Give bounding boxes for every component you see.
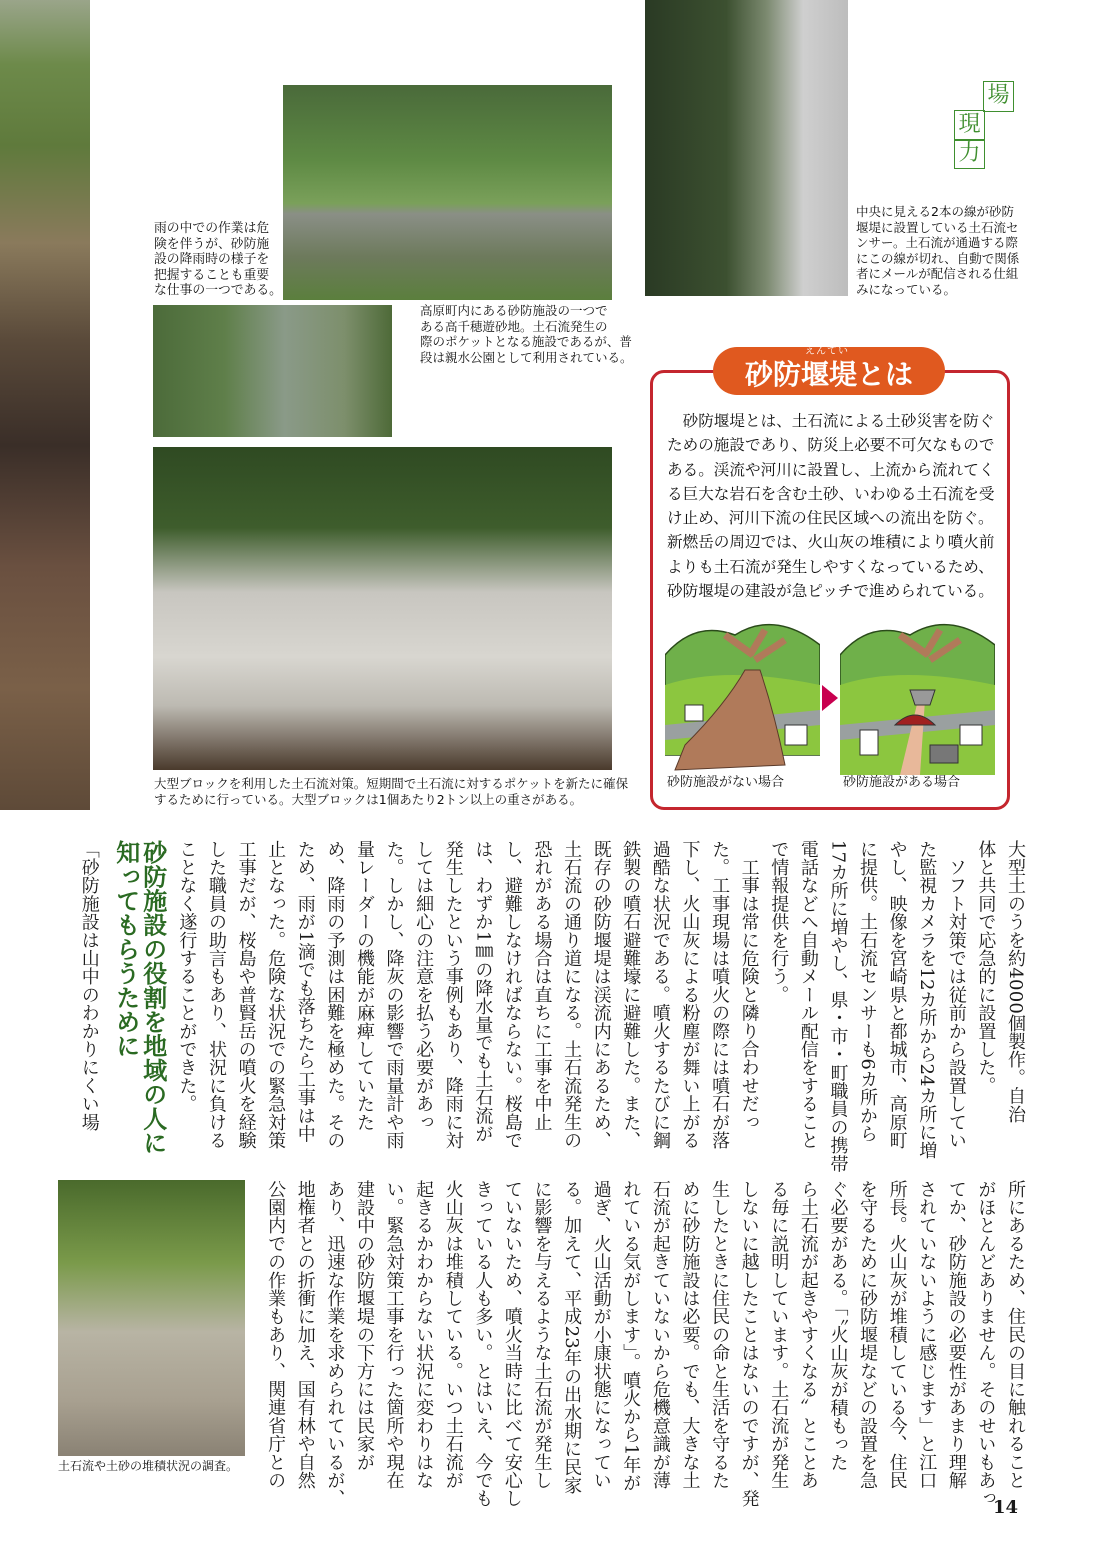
text-column: ことなく遂行することができた。 bbox=[176, 840, 198, 1113]
text-column: きっている人も多い。とはいえ、今でも bbox=[472, 1180, 494, 1508]
text-column: 火山灰は堆積している。いつ土石流が bbox=[442, 1180, 464, 1490]
text-column: 17カ所に増やし、県・市・町職員の携帯 bbox=[827, 840, 849, 1173]
text-column: めに砂防施設は必要。でも、大きな土 bbox=[679, 1180, 701, 1490]
text-column: に影響を与えるような土石流が発生し bbox=[531, 1180, 553, 1490]
logo-char: 力 bbox=[954, 139, 985, 169]
text-column: 生したときに住民の命と生活を守るた bbox=[709, 1180, 731, 1490]
text-column: 鉄製の噴石避難壕に避難した。また、 bbox=[620, 840, 642, 1150]
text-column: た。工事現場は噴火の際には噴石が落 bbox=[709, 840, 731, 1150]
text-column: 公園内での作業もあり、関連省庁との bbox=[265, 1180, 287, 1490]
text-column: あり、迅速な作業を求められているが、 bbox=[324, 1180, 346, 1508]
text-column: る毎に説明しています。土石流が発生 bbox=[768, 1180, 790, 1490]
illustration-label-with: 砂防施設がある場合 bbox=[843, 775, 961, 790]
text-column: 過ぎ、火山活動が小康状態になってい bbox=[590, 1180, 612, 1490]
text-column: ため、雨が1滴でも落ちたら工事は中 bbox=[294, 840, 316, 1143]
text-column: は、わずか1㎜の降水量でも土石流が bbox=[472, 840, 494, 1143]
genbaryoku-logo bbox=[955, 82, 1013, 169]
text-column: 電話などへ自動メール配信をすること bbox=[797, 840, 819, 1150]
text-column: がほとんどありません。そのせいもあっ bbox=[975, 1180, 997, 1508]
text-column: 既存の砂防堰堤は渓流内にあるため、 bbox=[590, 840, 612, 1150]
text-column: しないに越したことはないのですが、発 bbox=[738, 1180, 760, 1508]
arrow-icon bbox=[822, 685, 838, 711]
text-column: る。加えて、平成23年の出水期に民家 bbox=[561, 1180, 583, 1495]
text-column: 地権者との折衝に加え、国有林や自然 bbox=[294, 1180, 316, 1490]
text-column: しては細心の注意を払う必要があっ bbox=[413, 840, 435, 1132]
text-column: されていないように感じます」と江口 bbox=[916, 1180, 938, 1490]
caption-sediment-survey: 土石流や土砂の堆積状況の調査。 bbox=[58, 1459, 239, 1473]
photo-sensor-dam bbox=[645, 0, 848, 296]
text-column: 恐れがある場合は直ちに工事を中止 bbox=[531, 840, 553, 1132]
caption-concrete-blocks: 大型ブロックを利用した土石流対策。短期間で土石流に対するポケットを新たに確保 するために行っている。大型ブロックは1個あたり2トン以上の重さがある。 bbox=[154, 776, 629, 807]
photo-hillside-strip bbox=[0, 0, 90, 810]
text-column: め、降雨の予測は困難を極めた。その bbox=[324, 840, 346, 1150]
text-column: 石流が起きていないから危機意識が薄 bbox=[649, 1180, 671, 1490]
article-body-upper bbox=[74, 840, 1030, 1173]
text-column: 建設中の砂防堰堤の下方には民家が bbox=[353, 1180, 375, 1472]
text-column: 工事だが、桜島や普賢岳の噴火を経験 bbox=[235, 840, 257, 1150]
text-column: 量レーダーの機能が麻痺していたた bbox=[353, 840, 375, 1132]
text-column: 工事は常に危険と隣り合わせだっ bbox=[738, 840, 760, 1132]
text-column: 過酷な状況である。噴火するたびに鋼 bbox=[649, 840, 671, 1150]
caption-takachiho-park: 高原町内にある砂防施設の一つで ある高千穂遊砂地。土石流発生の 際のポケットとなる施設であるが、普 段は親水公園として利用されている。 bbox=[420, 303, 633, 365]
section-heading: 知ってもらうために bbox=[111, 840, 140, 1058]
text-column: ら土石流が起きやすくなる〟とことあ bbox=[797, 1180, 819, 1490]
text-column: 所にあるため、住民の目に触れること bbox=[1005, 1180, 1026, 1490]
photo-takachiho-park bbox=[283, 85, 612, 300]
text-column: 「砂防施設は山中のわかりにくい場 bbox=[78, 840, 100, 1132]
text-column: し、避難しなければならない。桜島で bbox=[501, 840, 523, 1150]
photo-sediment-survey bbox=[58, 1180, 245, 1456]
text-column: ていないため、噴火当時に比べて安心し bbox=[501, 1180, 523, 1508]
text-column: 下し、火山灰による粉塵が舞い上がる bbox=[679, 840, 701, 1150]
text-column: で情報提供を行う。 bbox=[768, 840, 790, 1004]
illustration-with-sabo bbox=[840, 615, 995, 775]
text-column: た監視カメラを12カ所から24カ所に増 bbox=[916, 840, 938, 1160]
photo-concrete-blocks bbox=[153, 447, 612, 770]
text-column: に提供。土石流センサーも6カ所から bbox=[857, 840, 879, 1143]
page-number: 14 bbox=[993, 1497, 1019, 1518]
illustration-label-without: 砂防施設がない場合 bbox=[667, 775, 785, 790]
caption-rain-work: 雨の中での作業は危 険を伴うが、砂防施 設の降雨時の様子を 把握することも重要 な仕事の一つである。 bbox=[154, 221, 282, 298]
sidebox-title: 砂防堰堤とは bbox=[713, 347, 945, 395]
text-column: 大型土のうを約4000個製作。自治 bbox=[1005, 840, 1026, 1124]
text-column: 起きるかわからない状況に変わりはな bbox=[413, 1180, 435, 1490]
section-heading: 砂防施設の役割を地域の人に bbox=[138, 840, 167, 1155]
sidebox-title-ruby: えんてい bbox=[805, 346, 849, 357]
text-column: い。緊急対策工事を行った箇所や現在 bbox=[383, 1180, 405, 1490]
logo-char: 現 bbox=[954, 110, 985, 141]
photo-worker-river bbox=[153, 305, 392, 437]
text-column: 止となった。危険な状況での緊急対策 bbox=[265, 840, 287, 1150]
text-column: ソフト対策では従前から設置してい bbox=[945, 840, 967, 1150]
sidebox-body: 砂防堰堤とは、土石流による土砂災害を防ぐ ための施設であり、防災上必要不可欠なもので ある。渓流や河川に設置し、上流から流れてく る巨大な岩石を含む土砂、いわゆる土石流を受 け止め、河川下流の住民区域への流出を防ぐ。 新燃岳の周辺では、火山灰の堆積により噴火前 よりも土石流が発生しやすくなっているため、 砂防堰堤の建設が急ピッチで進められている。 bbox=[667, 412, 995, 601]
text-column: やし、映像を宮崎県と都城市、高原町 bbox=[886, 840, 908, 1150]
caption-sensor: 中央に見える2本の線が砂防 堰堤に設置している土石流セ ンサー。土石流が通過する際 にこの線が切れ、自動で関係 者にメールが配信される仕組 みになっている。 bbox=[856, 204, 1020, 297]
text-column: 土石流の通り道になる。土石流発生の bbox=[561, 840, 583, 1150]
text-column: 発生したという事例もあり、降雨に対 bbox=[442, 840, 464, 1150]
text-column: した職員の助言もあり、状況に負ける bbox=[205, 840, 227, 1150]
text-column: れている気がします」。噴火から1年が bbox=[620, 1180, 642, 1493]
text-column: 体と共同で応急的に設置した。 bbox=[975, 840, 997, 1095]
illustration-without-sabo bbox=[665, 615, 820, 775]
text-column: を守るために砂防堰堤などの設置を急 bbox=[857, 1180, 879, 1490]
text-column: た。しかし、降灰の影響で雨量計や雨 bbox=[383, 840, 405, 1150]
text-column: ぐ必要がある。「〝火山灰が積もった bbox=[827, 1180, 849, 1472]
text-column: てか、砂防施設の必要性があまり理解 bbox=[945, 1180, 967, 1490]
logo-char: 場 bbox=[983, 81, 1014, 112]
text-column: 所長。火山灰が堆積している今、住民 bbox=[886, 1180, 908, 1490]
